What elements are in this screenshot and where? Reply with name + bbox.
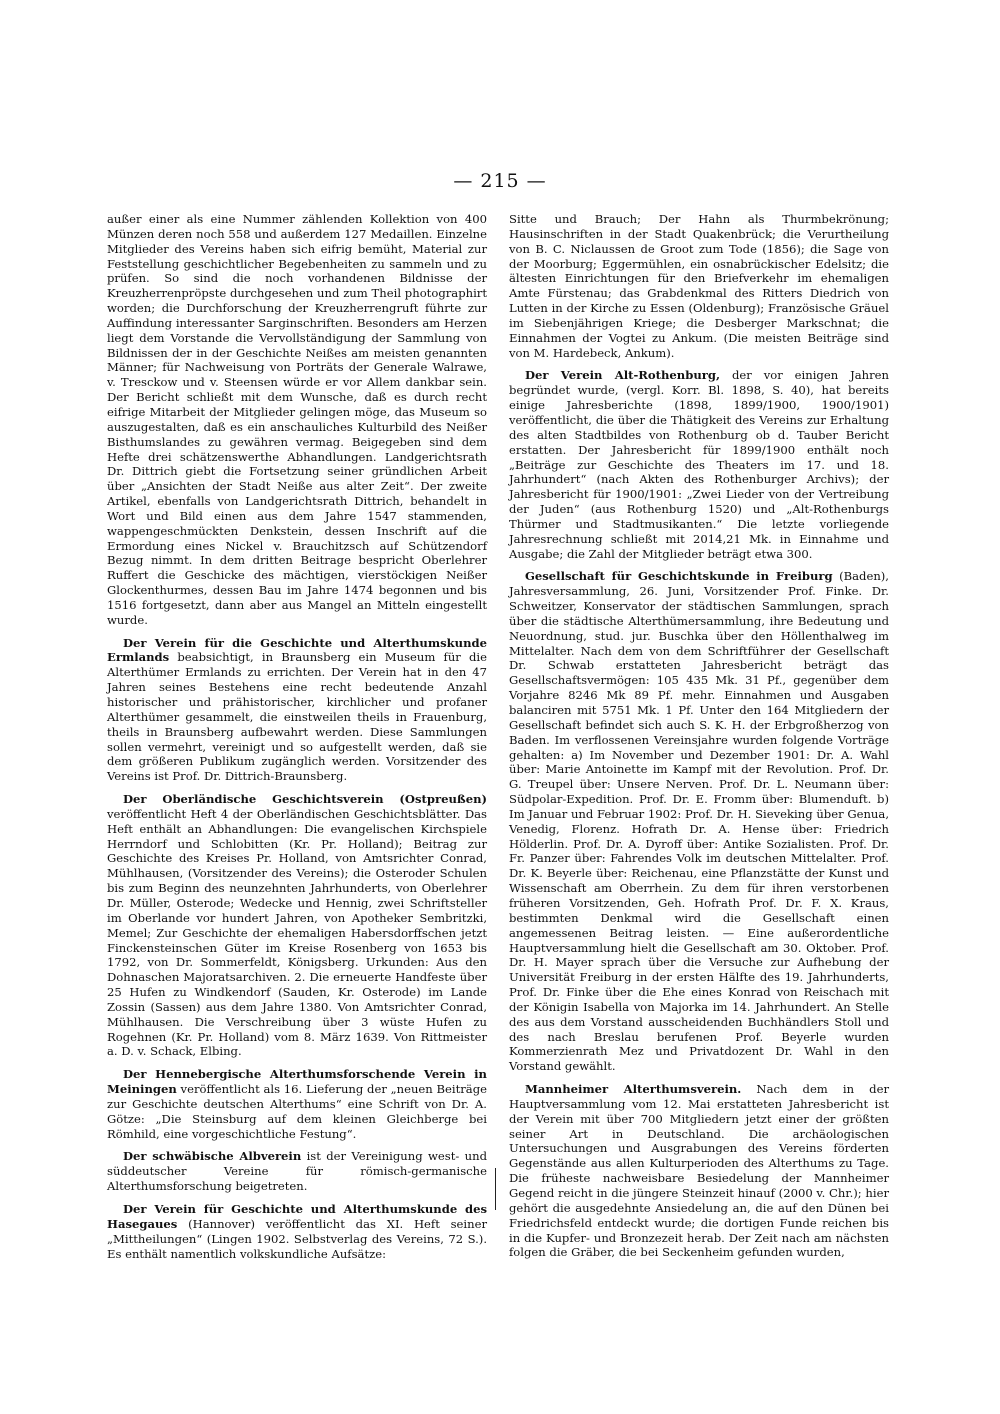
section-heading: Mannheimer Alterthumsverein. [525,1082,742,1097]
paragraph-text: beabsichtigt, in Braunsberg ein Museum für die Alterthümer Ermlands zu errichten. Der Verein hat in den 47 Jahren seines Bestehens eine recht bedeutende Anzahl historischer und prähistorischer, kirchlicher und profaner Alterthümer gesammelt, die einstweilen theils in Frauenburg, theils in Braunsberg aufbewahrt werden. Diese Sammlungen sollen vermehrt, vereinigt und so aufgestellt werden, daß sie dem größeren Publikum zugänglich werden. Vorsitzender des Vereins ist Prof. Dr. Dittrich-Braunsberg. [107,650,487,784]
paragraph [107,1067,487,1141]
section-heading: Gesellschaft für Geschichtskunde in Freiburg [525,569,833,584]
section-heading: Der Verein Alt-Rothenburg, [525,368,721,383]
paragraph-text: Nach dem in der Hauptversammlung vom 12. Mai erstatteten Jahresbericht ist der Verein mit über 700 Mitgliedern jetzt einer der größten seiner Art in Deutschland. Die archäologischen Untersuchungen und Ausgrabungen des Vereins förderten Gegenstände aus allen Kulturperioden des Alterthums zu Tage. Die früheste nachweisbare Besiedelung der Mannheimer Gegend reicht in die jüngere Steinzeit hinauf (2000 v. Chr.); hier gehört die ausgedehnte Ansiedelung an, die auf den Dünen bei Friedrichsfeld entdeckt wurde; die dortigen Funde reichen bis in die Kupfer- und Bronzezeit herab. Der Zeit nach am nächsten folgen die Gräber, die bei Seckenheim gefunden wurden, [509,1082,889,1260]
paragraph-text: veröffentlicht Heft 4 der Oberländischen Geschichtsblätter. Das Heft enthält an Abhandlungen: Die evangelischen Kirchspiele Herrndorf und Schlobitten (Kr. Pr. Holland); Beitrag zur Geschichte des Kreises Pr. Holland, von Amtsrichter Conrad, Mühlhausen, (Vorsitzender des Vereins); die Osteroder Schulen bis zum Beginn des neunzehnten Jahrhunderts, von Oberlehrer Dr. Müller, Osterode; Wedecke und Hennig, zwei Schriftsteller im Oberlande vor hundert Jahren, von Apotheker Sembritzki, Memel; Zur Geschichte der ehemaligen Habersdorffschen jetzt Finckensteinschen Güter im Kreise Rosenberg von 1653 bis 1792, von Dr. Sommerfeldt, Königsberg. Urkunden: Aus den Dohnaschen Majoratsarchiven. 2. Die erneuerte Handfeste über 25 Hufen zu Windkendorf (Sauden, Kr. Osterode) im Lande Zossin (Sassen) aus dem Jahre 1380. Von Amtsrichter Conrad, Mühlhausen. Die Verschreibung über 3 wüste Hufen zu Rogehnen (Kr. Pr. Holland) vom 8. März 1639. Von Rittmeister a. D. v. Schack, Elbing. [107,806,487,1059]
section-heading: Der Hennebergische Alterthumsforschende Verein in Meiningen [107,1067,487,1097]
paragraph-text: der vor einigen Jahren begründet wurde, (vergl. Korr. Bl. 1898, S. 40), hat bereits einige Jahresberichte (1898, 1899/1900, 1900/1901) veröffentlicht, die über die Thätigkeit des Vereins zur Erhaltung des alten Stadtbildes von Rothenburg ob d. Tauber Bericht erstatten. Der Jahresbericht für 1899/1900 enthält noch „Beiträge zur Geschichte des Theaters im 17. und 18. Jahrhundert“ (nach Akten des Rothenburger Archivs); der Jahresbericht für 1900/1901: „Zwei Lieder von der Vertreibung der Juden“ (aus Rothenburg 1520) und „Alt-Rothenburgs Thürmer und Stadtmusikanten.“ Die letzte vorliegende Jahresrechnung schließt mit 2014,21 Mk. in Einnahme und Ausgabe; die Zahl der Mitglieder beträgt etwa 300. [509,368,889,561]
paragraph [107,1149,487,1194]
section-heading: Der schwäbische Albverein [123,1149,302,1164]
paragraph-text: außer einer als eine Nummer zählenden Kollektion von 400 Münzen deren noch 558 und außerdem 127 Medaillen. Einzelne Mitglieder des Vereins haben sich eifrig bemüht, Material zur Feststellung geschichtlicher Begebenheiten zu sammeln und zu prüfen. So sind die noch vorhandenen Bildnisse der Kreuzherrenpröpste durchgesehen und zum Theil photographirt worden; die Durchforschung der Kreuzherrengruft führte zur Auffindung interessanter Sarginschriften. Besonders am Herzen liegt dem Vorstande die Vervollständigung der Sammlung von Bildnissen der in der Geschichte Neißes am meisten genannten Männer; für Nachweisung von Porträts der Generale Walrawe, v. Tresckow und v. Steensen würde er vor Allem dankbar sein. Der Bericht schließt mit dem Wunsche, daß es durch recht eifrige Mitarbeit der Mitglieder gelingen möge, das Museum so auszugestalten, daß es ein anschauliches Kulturbild des Neißer Bisthumslandes zu gewähren vermag. Beigegeben sind dem Hefte drei schätzenswerthe Abhandlungen. Landgerichtsrath Dr. Dittrich giebt die Fortsetzung seiner gründlichen Arbeit über „Ansichten der Stadt Neiße aus alter Zeit“. Der zweite Artikel, ebenfalls von Landgerichtsrath Dittrich, behandelt in Wort und Bild einen aus dem Jahre 1547 stammenden, wappengeschmückten Denkstein, dessen Inschrift auf die Ermordung eines Nickel v. Brauchitzsch auf Schützendorf Bezug nimmt. In dem dritten Beitrage bespricht Oberlehrer Ruffert die Geschicke des mächtigen, vierstöckigen Neißer Glockenthurmes, dessen Bau im Jahre 1474 begonnen und bis 1516 fortgesetzt, dann aber aus Mangel an Mitteln eingestellt wurde. [107,212,487,627]
paragraph [107,1202,487,1261]
paragraph [509,212,889,360]
left-column [107,212,487,1261]
paragraph [509,368,889,561]
paragraph [509,569,889,1074]
paragraph [509,1082,889,1260]
paragraph [107,636,487,784]
section-heading: Der Verein für die Geschichte und Alterthumskunde Ermlands [107,635,487,665]
paragraph-text: ist der Vereinigung west- und süddeutscher Vereine für römisch-germanische Alterthumsforschung beigetreten. [107,1149,487,1194]
page-number: — 215 — [453,170,547,192]
paragraph [107,212,487,628]
right-column [509,212,889,1260]
paragraph-text: (Hannover) veröffentlicht das XI. Heft seiner „Mittheilungen“ (Lingen 1902. Selbstverlag des Vereins, 72 S.). Es enthält namentlich volkskundliche Aufsätze: [107,1216,487,1261]
paragraph-text: Sitte und Brauch; Der Hahn als Thurmbekrönung; Hausinschriften in der Stadt Quakenbrück; die Verurtheilung von B. C. Niclaussen de Groot zum Tode (1856); die Sage von der Moorburg; Eggermühlen, ein osnabrückischer Edelsitz; die ältesten Einrichtungen für den Briefverkehr im ehemaligen Amte Fürstenau; das Grabdenkmal des Ritters Diedrich von Lutten in der Kirche zu Essen (Oldenburg); Französische Gräuel im Siebenjährigen Kriege; die Desberger Markschnat; die Einnahmen der Vogtei zu Ankum. (Die meisten Beiträge sind von M. Hardebeck, Ankum). [509,212,889,360]
paragraph-text: veröffentlicht als 16. Lieferung der „neuen Beiträge zur Geschichte deutschen Alterthums“ eine Schrift von Dr. A. Götze: „Die Steinsburg auf dem kleinen Gleichberge bei Römhild, eine vorgeschichtliche Festung“. [107,1082,487,1141]
section-heading: Der Verein für Geschichte und Alterthumskunde des Hasegaues [107,1202,487,1231]
section-heading: Der Oberländische Geschichtsverein (Ostpreußen) [123,792,487,807]
column-divider [495,1168,496,1210]
paragraph [107,792,487,1059]
paragraph-text: (Baden), Jahresversammlung, 26. Juni, Vorsitzender Prof. Finke. Dr. Schweitzer, Konservator der städtischen Sammlungen, sprach über die städtische Alterthümersammlung, ihre Bedeutung und Neuordnung, stud. jur. Buschka über den Höllenthalweg im Mittelalter. Nach dem von dem Schriftführer der Gesellschaft Dr. Schwab erstatteten Jahresbericht beträgt das Gesellschaftsvermögen: 105 435 Mk. 31 Pf., gegenüber dem Vorjahre 8246 Mk 89 Pf. mehr. Einnahmen und Ausgaben balanciren mit 5751 Mk. 1 Pf. Unter den 164 Mitgliedern der Gesellschaft befindet sich auch S. K. H. der Erbgroßherzog von Baden. Im verflossenen Vereinsjahre wurden folgende Vorträge gehalten: a) Im November und Dezember 1901: Dr. A. Wahl über: Marie Antoinette im Kampf mit der Revolution. Prof. Dr. G. Treupel über: Unsere Nerven. Prof. Dr. L. Neumann über: Südpolar-Expedition. Prof. Dr. E. Fromm über: Blumenduft. b) Im Januar und Februar 1902: Prof. Dr. H. Sieveking über Genua, Venedig, Florenz. Hofrath Dr. A. Hense über: Friedrich Hölderlin. Prof. Dr. A. Dyroff über: Antike Sozialisten. Prof. Dr. Fr. Panzer über: Fahrendes Volk im deutschen Mittelalter. Prof. Dr. K. Beyerle über: Reichenau, eine Pflanzstätte der Kunst und Wissenschaft am Oberrhein. Zu dem für ihren verstorbenen früheren Vorsitzenden, Geh. Hofrath Prof. Dr. F. X. Kraus, bestimmten Denkmal wird die Gesellschaft einen angemessenen Beitrag leisten. — Eine außerordentliche Hauptversammlung hielt die Gesellschaft am 30. Oktober. Prof. Dr. H. Mayer sprach über die Versuche zur Aufhebung der Universität Freiburg in der ersten Hälfte des 19. Jahrhunderts, Prof. Dr. Finke über die Ehe eines Konrad von Reischach mit der Königin Isabella von Majorka im 14. Jahrhundert. An Stelle des aus dem Vorstand ausscheidenden Buchhändlers Stoll und des nach Breslau berufenen Prof. Beyerle wurden Kommerzienrath Mez und Privatdozent Dr. Wahl in den Vorstand gewählt. [509,569,889,1074]
